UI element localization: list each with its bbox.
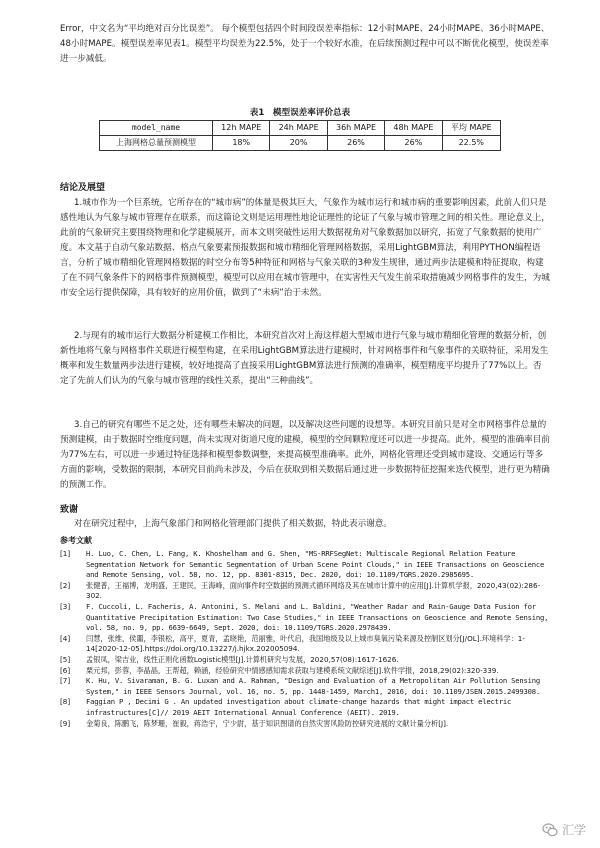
reference-number: [4] [60,633,71,643]
ack-heading: 致谢 [60,505,79,515]
reference-text: 张健普，王福博，龙明盛，王建民，王海峰，面向事件时空数据的预测式循环网络及其在城市计算中的应用[J].计算机学报，2020,43(02):286-302. [86,580,541,601]
reference-number: [6] [60,665,71,675]
reference-text: 孟银凤，梁吉业，线性正则化函数Logistic模型[J].计算机研究与发展，2020,57(08):1617-1626. [86,654,399,664]
reference-item [60,634,550,655]
table-header-cell: model_name [100,121,213,136]
reference-number: [8] [60,697,71,707]
table-cell: 26% [327,136,384,151]
table-row [100,136,501,151]
conclusion-heading: 结论及展望 [60,183,106,193]
watermark [542,821,586,838]
reference-text: 金菊良，陈鹏飞，陈梦珊，崔毅，蒋浩宇，宁少尉，基于知识图谱的自然灾害风险防控研究进展的文献计量分析[J]. [86,718,449,728]
ack-text: 对在研究过程中，上海气象部门和网格化管理部门提供了相关数据，特此表示谢意。 [74,519,392,529]
reference-text: Faggian P , Decimi G . An updated investigation about climate-change hazards that might impact electric infrastructures[C]// 2019 AEIT International Annual Conference (AEIT). 2019. [86,697,512,717]
table-caption: 表1 模型误差率评价总表 [249,108,351,118]
reference-number: [1] [60,549,71,558]
mape-table [99,120,501,151]
reference-item [60,666,550,677]
reference-text: F. Cuccoli, L. Facheris, A. Antonini, S. Melani and L. Baldini, "Weather Radar and Rain-Gauge Data Fusion for Quantitative Precipitation Estimation: Two Case Studies," in IEEE Transactions on Geoscience and Remote Sensing, vol. 58, no. 9, pp. 6639-6649, Sept. 2020, doi: 10.1109/TGRS.2020.2978439. [86,601,549,633]
table-cell: 20% [270,136,327,151]
conclusion-paragraph-3: 3.自己的研究有哪些不足之处，还有哪些未解决的问题，以及解决这些问题的设想等。本研究目前只是对全市网格事件总量的预测建模，由于数据时空维度问题，尚未实现对街道尺度的建模，模型的空间颗粒度还可以进一步提高。此外，模型的准确率目前为77%左右，可以进一步通过特征选择和模型参数调整，来提高模型准确率。此外，网格化管理还受到城市建设、交通运行等多方面的影响，受数据的限制，本研究目前尚未涉及，今后在获取到相关数据后通过进一步数据特征挖掘来迭代模型，进行更为精确的预测工作。 [60,420,550,490]
reference-number: [3] [60,601,71,611]
reference-list [60,549,550,729]
table-cell: 上海网格总量预测模型 [100,136,213,151]
reference-text: 栗元邦，彭蓉，李晶晶，王帮超，赖涵，经验研究中情感感知需求获取与建模系统文献综述[J].软件学报，2018,29(02):320-339. [86,665,499,675]
conclusion-paragraph-1: 1.城市作为一个巨系统，它所存在的“城市病”的体量是极其巨大，气象作为城市运行和城市病的重要影响因素，此前人们只是感性地认为气象与城市管理存在联系，而这篇论文则是运用理性地论证理性的论证了气象与城市管理之间的相关性。理论意义上，此前的气象研究主要围绕物理和化学建模展开，而本文则突破性运用大数据视角对气象数据加以研究，拓宽了气象数据的使用广度。本文基于自动气象站数据、格点气象要素预报数据和城市精细化管理网格数据，采用LightGBM算法，利用PYTHON编程语言，分析了城市精细化管理网格数据的时空分布等5种特征和网格与气象关联的3种发生规律，通过两步法建模和特征提取，构建了在不同气象条件下的网格事件预测模型，模型可以应用在城市管理中，在实害性天气发生前采取措施减少网格事件的发生，为城市安全运行提供保障，具有较好的应用价值，做到了“未病”治于未然。 [60,198,550,298]
reference-item [60,581,550,602]
reference-text: H. Luo, C. Chen, L. Fang, K. Khoshelham and G. Shen, "MS-RRFSegNet: Multiscale Regional Relation Feature Segmentation Network for Semantic Segmentation of Urban Scene Point Clouds," in IEEE Transactions on Geoscience and Remote Sensing, vol. 58, no. 12, pp. 8301-8315, Dec. 2020, doi: 10.1109/TGRS.2020.2985695. [86,549,545,580]
wechat-icon [542,822,558,838]
reference-item [60,549,550,581]
table-cell: 26% [385,136,442,151]
table-header-cell: 12h MAPE [213,121,270,136]
table-cell: 22.5% [442,136,500,151]
table-header-cell: 24h MAPE [270,121,327,136]
watermark-text: 汇学 [561,823,586,837]
table-header-cell: 36h MAPE [327,121,384,136]
table-cell: 18% [213,136,270,151]
reference-item [60,602,550,634]
references-heading: 参考文献 [60,536,92,545]
reference-text: K. Hu, V. Sivaraman, B. G. Luxan and A. Rahman, "Design and Evaluation of a Metropolitan Air Pollution Sensing System," in IEEE Sensors Journal, vol. 16, no. 5, pp. 1448-1459, March1, 2016, doi: 10.1109/JSEN.2015.2499308. [86,676,540,696]
table-header-cell: 平均 MAPE [442,121,500,136]
intro-paragraph: Error，中文名为“平均绝对百分比误差”。 每个模型包括四个时间段误差率指标：12小时MAPE、24小时MAPE、36小时MAPE、48小时MAPE。模型误差率见表1。模型平均误差为22.5%，处于一个较好水准，在后续预测过程中可以不断优化模型，使误差率进一步减低。 [60,24,550,64]
reference-number: [5] [60,654,71,664]
reference-number: [2] [60,580,71,590]
table-header-row [100,121,501,136]
reference-item [60,719,550,730]
reference-number: [9] [60,718,71,728]
conclusion-paragraph-2: 2.与现有的城市运行大数据分析建模工作相比，本研究首次对上海这样超大型城市进行气象与城市精细化管理的数据分析，创新性地将气象与网格事件关联进行模型构建，在采用LightGBM算法进行建模时，针对网格事件和气象事件的关联特征，采用发生概率和发生数量两步法进行建模，较好地提高了直接采用LightGBM算法进行预测的准确率，模型精度平均提升了77%以上。否定了先前人们认为的气象与城市管理的线性关系，提出“三种曲线”。 [60,331,549,386]
reference-item [60,676,550,697]
reference-item [60,655,550,666]
reference-number: [7] [60,676,71,686]
reference-item [60,697,550,718]
table-header-cell: 48h MAPE [385,121,442,136]
reference-text: 闫慧，张维，侯噩，李银松，高平，夏青，孟晓艳，范丽雅，叶代启，我国地级及以上城市臭氧污染来源及控制区划分[J/OL].环境科学：1-14[2020-12-05].https://doi.org/10.13227/j.hjkx.202005094. [86,633,525,654]
